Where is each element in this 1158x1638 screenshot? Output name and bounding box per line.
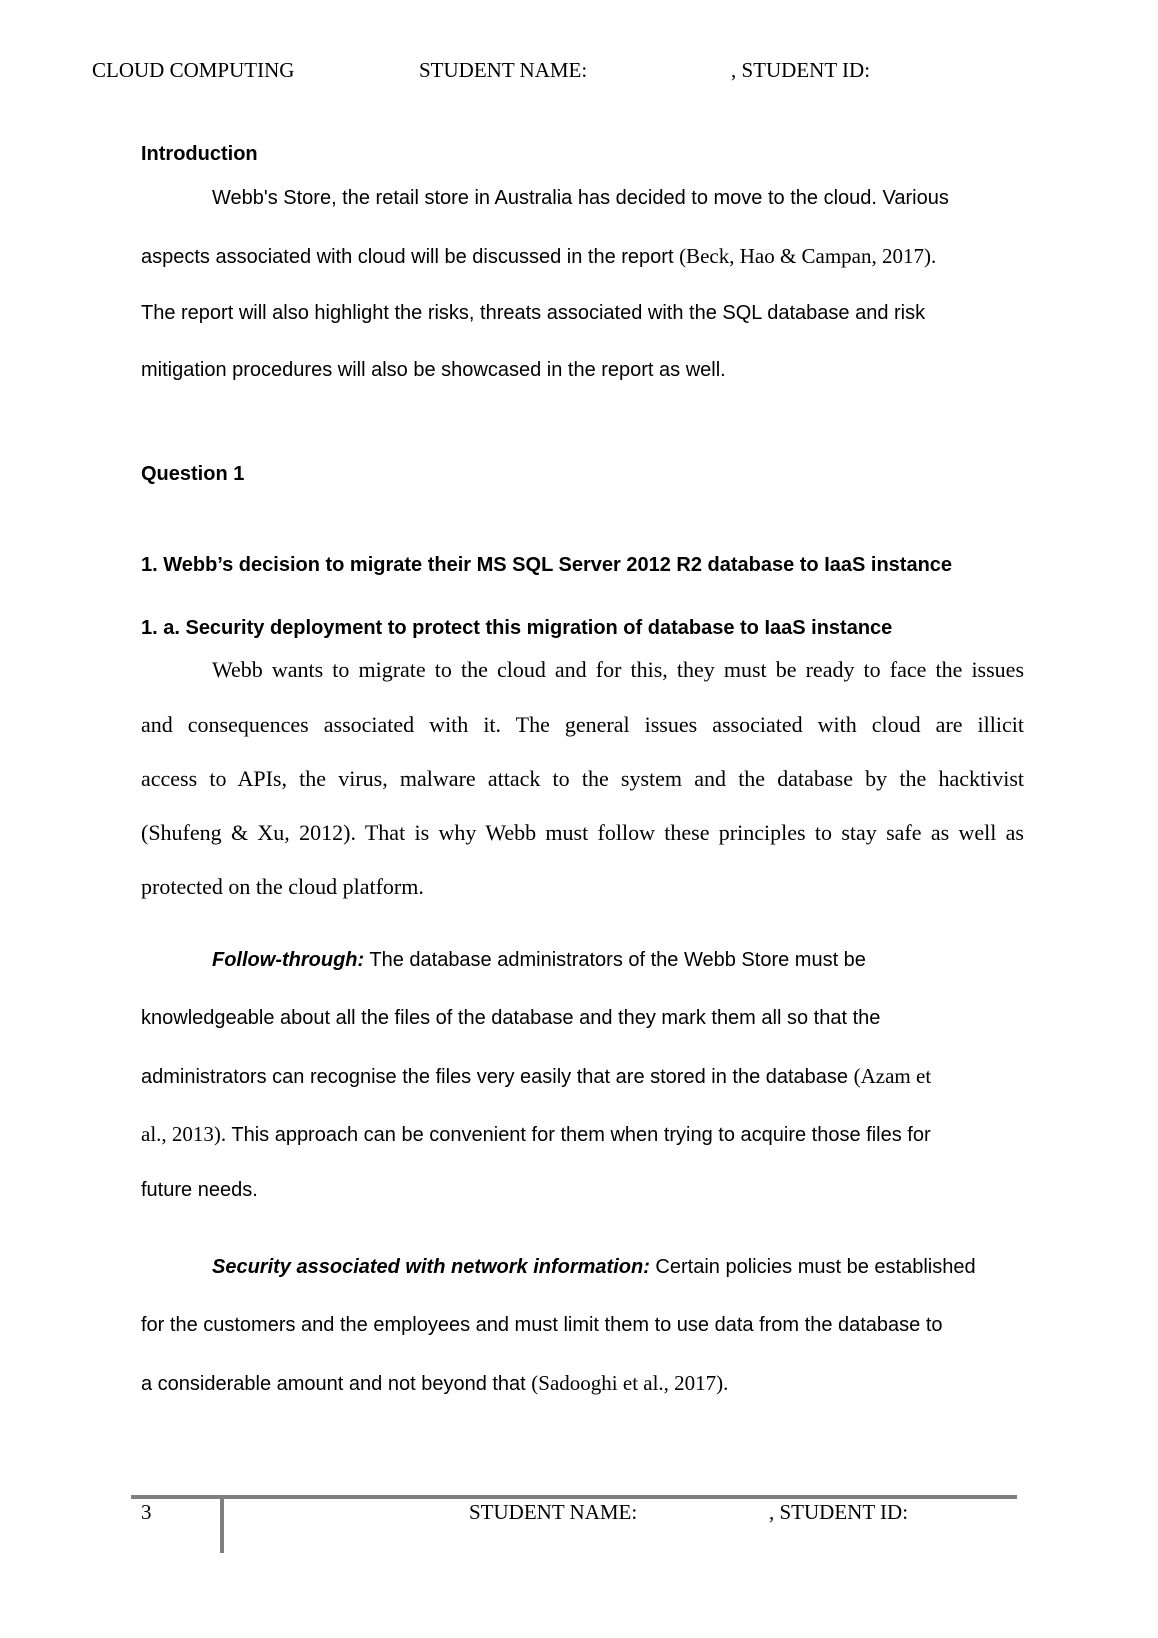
question-subheading-1: 1. Webb’s decision to migrate their MS SQL Server 2012 R2 database to IaaS instance xyxy=(141,554,953,576)
para1-line-4: (Shufeng & Xu, 2012). That is why Webb must follow these principles to stay safe as well as xyxy=(141,820,1024,845)
follow-through-citation-end: al., 2013). xyxy=(141,1122,227,1146)
follow-through-term: Follow-through: xyxy=(212,949,365,971)
intro-line-2-text: aspects associated with cloud will be discussed in the report xyxy=(141,246,680,268)
network-security-line-2: for the customers and the employees and must limit them to use data from the database to xyxy=(141,1314,943,1336)
intro-line-2 xyxy=(141,244,936,269)
running-header-course: CLOUD COMPUTING xyxy=(92,58,295,82)
follow-through-line-5: future needs. xyxy=(141,1179,258,1201)
running-header-student-id: , STUDENT ID: xyxy=(731,58,871,82)
para1-line-5: protected on the cloud platform. xyxy=(141,874,424,899)
para1-line-1: Webb wants to migrate to the cloud and for this, they must be ready to face the issues xyxy=(212,657,1024,682)
footer-student-name: STUDENT NAME: xyxy=(469,1500,638,1524)
follow-through-line-3-text: administrators can recognise the files very easily that are stored in the database xyxy=(141,1066,854,1088)
footer-rule xyxy=(131,1495,1017,1499)
follow-through-line-3 xyxy=(141,1064,931,1089)
intro-line-1: Webb's Store, the retail store in Australia has decided to move to the cloud. Various xyxy=(212,187,949,209)
intro-line-4: mitigation procedures will also be showcased in the report as well. xyxy=(141,359,726,381)
network-security-citation: (Sadooghi et al., 2017). xyxy=(531,1371,729,1395)
follow-through-line-4-text: This approach can be convenient for them when trying to acquire those files for xyxy=(226,1124,931,1146)
footer-student-id: , STUDENT ID: xyxy=(769,1500,909,1524)
footer-divider xyxy=(220,1497,224,1553)
intro-line-3: The report will also highlight the risks, threats associated with the SQL database and risk xyxy=(141,302,926,324)
follow-through-line-1-text: The database administrators of the Webb Store must be xyxy=(364,949,866,971)
intro-citation: (Beck, Hao & Campan, 2017). xyxy=(679,244,937,268)
page-number: 3 xyxy=(141,1500,152,1524)
network-security-line-1 xyxy=(212,1256,976,1279)
follow-through-line-2: knowledgeable about all the files of the database and they mark them all so that the xyxy=(141,1007,881,1029)
question-subheading-1a: 1. a. Security deployment to protect this migration of database to IaaS instance xyxy=(141,617,893,639)
network-security-line-1-text: Certain policies must be established xyxy=(649,1256,976,1278)
network-security-line-3-text: a considerable amount and not beyond that xyxy=(141,1373,532,1395)
network-security-line-3 xyxy=(141,1371,728,1396)
intro-heading: Introduction xyxy=(141,143,258,165)
running-header-student-name: STUDENT NAME: xyxy=(419,58,588,82)
question-heading: Question 1 xyxy=(141,463,245,485)
follow-through-line-4 xyxy=(141,1122,931,1147)
follow-through-line-1 xyxy=(212,949,866,972)
follow-through-citation-start: (Azam et xyxy=(853,1064,932,1088)
network-security-term: Security associated with network information: xyxy=(212,1256,650,1278)
para1-line-2: and consequences associated with it. The general issues associated with cloud are illicit xyxy=(141,712,1024,737)
para1-line-3: access to APIs, the virus, malware attack to the system and the database by the hacktivist xyxy=(141,766,1024,791)
